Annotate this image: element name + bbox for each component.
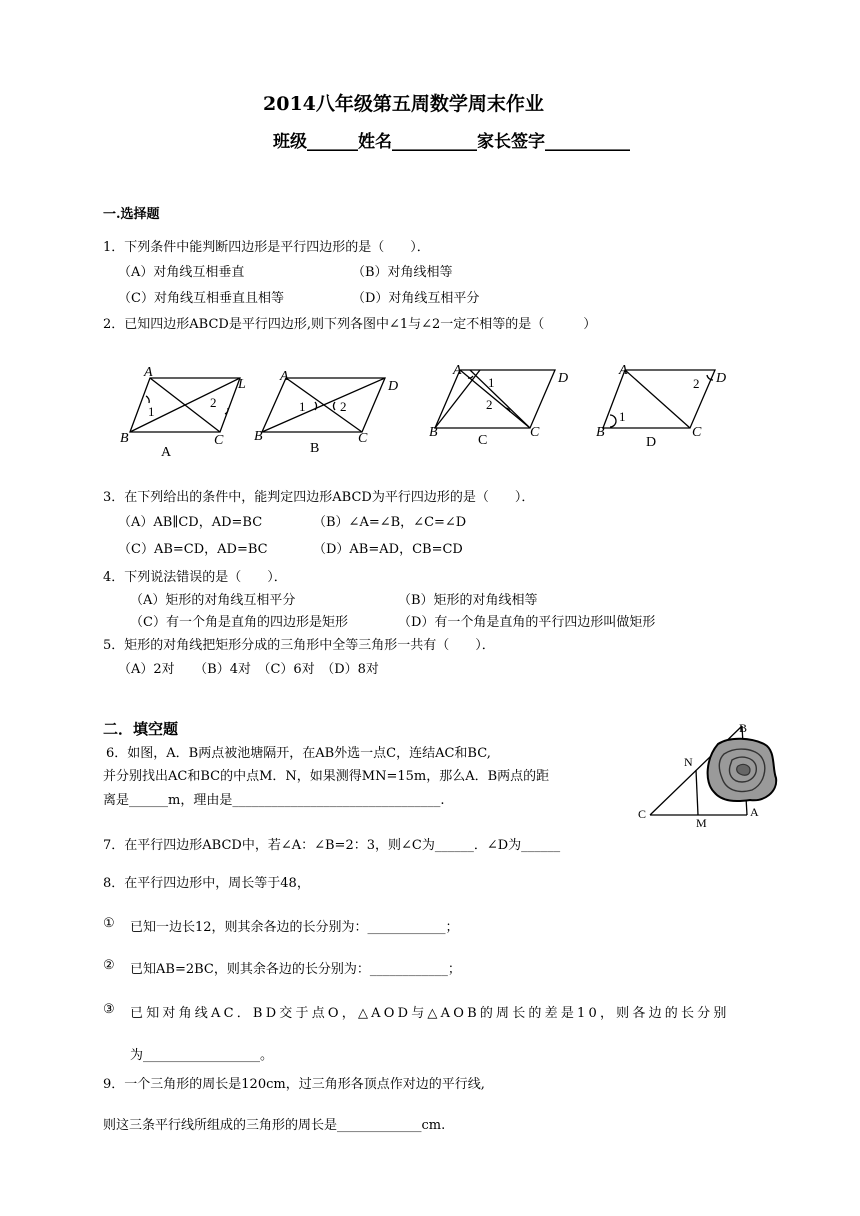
q2-stem: 2．已知四边形ABCD是平行四边形,则下列各图中∠1与∠2一定不相等的是（ ） — [103, 317, 597, 332]
fig-d-angle-2: 2 — [693, 376, 700, 391]
q3-option-c: （C）AB=CD，AD=BC — [118, 542, 268, 557]
fig-b-angle-1: 1 — [299, 399, 306, 414]
q3-option-d: （D）AB=AD，CB=CD — [313, 542, 463, 557]
q7: 7．在平行四边形ABCD中，若∠A：∠B=2：3，则∠C为______．∠D为______ — [103, 838, 561, 853]
section-heading-choice: 一.选择题 — [103, 207, 160, 222]
q4-option-b: （B）矩形的对角线相等 — [398, 593, 538, 608]
q4-option-c: （C）有一个角是直角的四边形是矩形 — [130, 615, 348, 630]
pond-point-a: A — [750, 805, 759, 819]
fig-d-angle-1: 1 — [619, 409, 626, 424]
fig-c-angle-1: 1 — [488, 375, 495, 390]
fig-d-point-c: C — [692, 425, 702, 440]
pond-point-n: N — [684, 755, 693, 769]
fig-d-point-d: D — [716, 371, 727, 386]
fig-c-point-a: A — [453, 363, 462, 378]
fig-a-point-d-clipped: L — [238, 377, 246, 392]
q3-stem: 3．在下列给出的条件中，能判定四边形ABCD为平行四边形的是（ ）． — [103, 490, 535, 505]
fig-a-angle-2: 2 — [210, 395, 217, 410]
q9-line2: 则这三条平行线所组成的三角形的周长是_____________cm. — [103, 1118, 446, 1133]
fig-c-point-c: C — [530, 425, 540, 440]
fig-c-angle-2: 2 — [486, 397, 493, 412]
page-title: 2014八年级第五周数学周末作业 — [263, 93, 544, 115]
pond-point-m: M — [696, 816, 707, 830]
q4-option-a: （A）矩形的对角线互相平分 — [130, 593, 296, 608]
q6-line3: 离是______m，理由是________________________________. — [103, 793, 445, 808]
q8-mark-3: ③ — [103, 1002, 115, 1017]
pond-point-c: C — [638, 807, 647, 821]
fig-caption-d: D — [646, 435, 657, 450]
fig-a-point-a: A — [144, 365, 153, 380]
q8-part3: 已知对角线AC．BD交于点O，△AOD与△AOB的周长的差是10，则各边的长分别 — [130, 1006, 730, 1021]
fig-c-point-b: B — [429, 425, 438, 440]
q5-options: （A）2对 （B）4对 （C）6对 （D）8对 — [118, 662, 379, 677]
q6-line2: 并分别找出AC和BC的中点M．N，如果测得MN=15m，那么A．B两点的距 — [103, 769, 550, 784]
fig-d-point-b: B — [596, 425, 605, 440]
student-info-line: 班级______姓名__________家长签字__________ — [273, 132, 630, 152]
fig-b-point-c: C — [358, 431, 368, 446]
q5-stem: 5．矩形的对角线把矩形分成的三角形中全等三角形一共有（ ）． — [103, 638, 495, 653]
q8-part3-cont: 为__________________。 — [130, 1048, 274, 1063]
fig-c-point-d: D — [558, 371, 569, 386]
q1-option-b: （B）对角线相等 — [352, 265, 453, 280]
q6-line1: 6．如图，A．B两点被池塘隔开，在AB外选一点C，连结AC和BC, — [106, 746, 491, 761]
pond-point-b: B — [739, 721, 748, 735]
q6-pond-figure — [632, 720, 782, 830]
section-heading-fill: 二．填空题 — [103, 720, 179, 738]
q1-stem: 1．下列条件中能判断四边形是平行四边形的是（ ）． — [103, 240, 430, 255]
q8-mark-1: ① — [103, 916, 115, 931]
fig-d-point-a: A — [619, 363, 628, 378]
fig-b-point-d: D — [388, 379, 399, 394]
fig-a-point-b: B — [120, 431, 129, 446]
q8-stem: 8．在平行四边形中，周长等于48， — [103, 876, 310, 891]
fig-b-angle-2: 2 — [340, 399, 347, 414]
q1-option-a: （A）对角线互相垂直 — [118, 265, 245, 280]
fig-caption-c: C — [478, 433, 488, 448]
q1-option-c: （C）对角线互相垂直且相等 — [118, 291, 284, 306]
fig-b-point-b: B — [254, 429, 263, 444]
q1-option-d: （D）对角线互相平分 — [352, 291, 480, 306]
q8-mark-2: ② — [103, 958, 115, 973]
fig-caption-a: A — [161, 445, 172, 460]
q3-option-a: （A）AB∥CD，AD=BC — [118, 515, 263, 530]
q4-stem: 4．下列说法错误的是（ ）． — [103, 570, 287, 585]
fig-a-angle-1: 1 — [148, 404, 155, 419]
q3-option-b: （B）∠A=∠B，∠C=∠D — [313, 515, 467, 530]
fig-b-point-a: A — [280, 369, 289, 384]
q2-figures — [110, 360, 750, 460]
q8-part2: 已知AB=2BC，则其余各边的长分别为：____________； — [130, 962, 461, 977]
fig-caption-b: B — [310, 441, 320, 456]
q4-option-d: （D）有一个角是直角的平行四边形叫做矩形 — [398, 615, 656, 630]
q9-line1: 9．一个三角形的周长是120cm，过三角形各顶点作对边的平行线, — [103, 1077, 485, 1092]
q8-part1: 已知一边长12，则其余各边的长分别为：____________； — [130, 920, 459, 935]
fig-a-point-c: C — [214, 433, 224, 448]
